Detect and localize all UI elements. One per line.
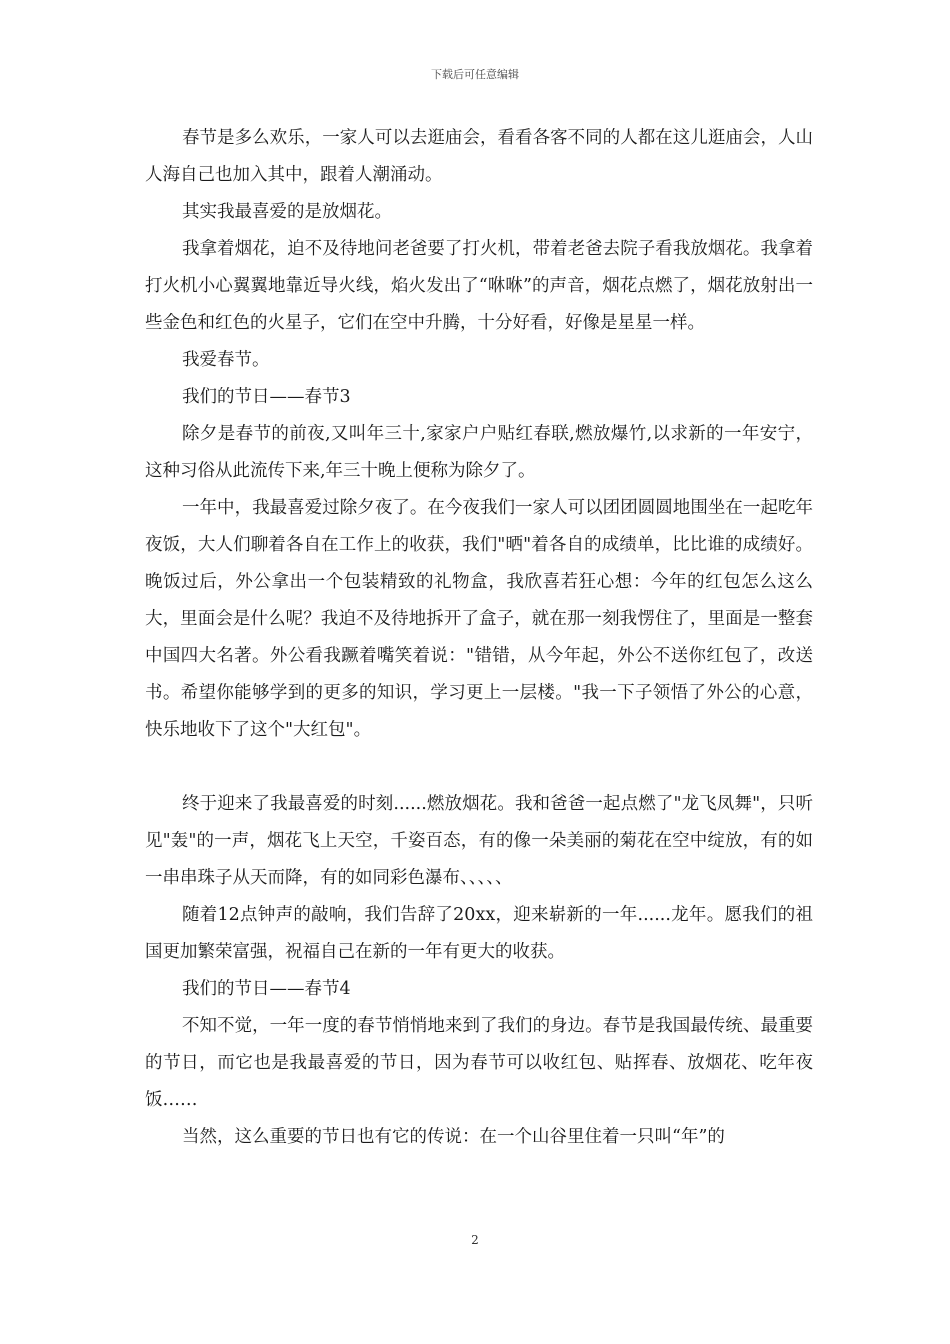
section-heading: 我们的节日——春节3 [182, 387, 351, 407]
paragraph: 一年中，我最喜爱过除夕夜了。在今夜我们一家人可以团团圆圆地围坐在一起吃年夜饭，大人们聊着各自在工作上的收获，我们"晒"着各自的成绩单，比比谁的成绩好。晚饭过后，外公拿出一个包装精致的礼物盒，我欣喜若狂心想：今年的红包怎么这么大，里面会是什么呢？我迫不及待地拆开了盒子，就在那一刻我愣住了，里面是一整套中国四大名著。外公看我蹶着嘴笑着说："错错，从今年起，外公不送你红包了，改送书。希望你能够学到的更多的知识，学习更上一层楼。"我一下子领悟了外公的心意，快乐地收下了这个"大红包"。 [145, 498, 813, 740]
paragraph: 随着12点钟声的敲响，我们告辞了20xx，迎来崭新的一年......龙年。愿我们的祖国更加繁荣富强，祝福自己在新的一年有更大的收获。 [145, 905, 813, 962]
paragraph: 终于迎来了我最喜爱的时刻......燃放烟花。我和爸爸一起点燃了"龙飞凤舞"，只听见"轰"的一声，烟花飞上天空，千姿百态，有的像一朵美丽的菊花在空中绽放，有的如一串串珠子从天而降，有的如同彩色瀑布、、、、、 [145, 794, 813, 888]
page-number: 2 [471, 1233, 479, 1247]
paragraph: 不知不觉，一年一度的春节悄悄地来到了我们的身边。春节是我国最传统、最重要的节日，而它也是我最喜爱的节日，因为春节可以收红包、贴挥春、放烟花、吃年夜饭…… [145, 1016, 813, 1110]
document-body [145, 120, 813, 1156]
paragraph: 春节是多么欢乐，一家人可以去逛庙会，看看各客不同的人都在这儿逛庙会，人山人海自己也加入其中，跟着人潮涌动。 [145, 128, 813, 185]
paragraph: 我拿着烟花，迫不及待地问老爸要了打火机，带着老爸去院子看我放烟花。我拿着打火机小心翼翼地靠近导火线，焰火发出了“咻咻”的声音，烟花点燃了，烟花放射出一些金色和红色的火星子，它们在空中升腾，十分好看，好像是星星一样。 [145, 239, 813, 333]
section-heading: 我们的节日——春节4 [182, 979, 351, 999]
paragraph: 当然，这么重要的节日也有它的传说：在一个山谷里住着一只叫“年”的 [182, 1127, 725, 1147]
page-header: 下载后可任意编辑 [431, 68, 519, 81]
paragraph: 我爱春节。 [182, 350, 270, 370]
paragraph: 其实我最喜爱的是放烟花。 [182, 202, 392, 222]
paragraph: 除夕是春节的前夜,又叫年三十,家家户户贴红春联,燃放爆竹,以求新的一年安宁，这种习俗从此流传下来,年三十晚上便称为除夕了。 [145, 424, 813, 481]
